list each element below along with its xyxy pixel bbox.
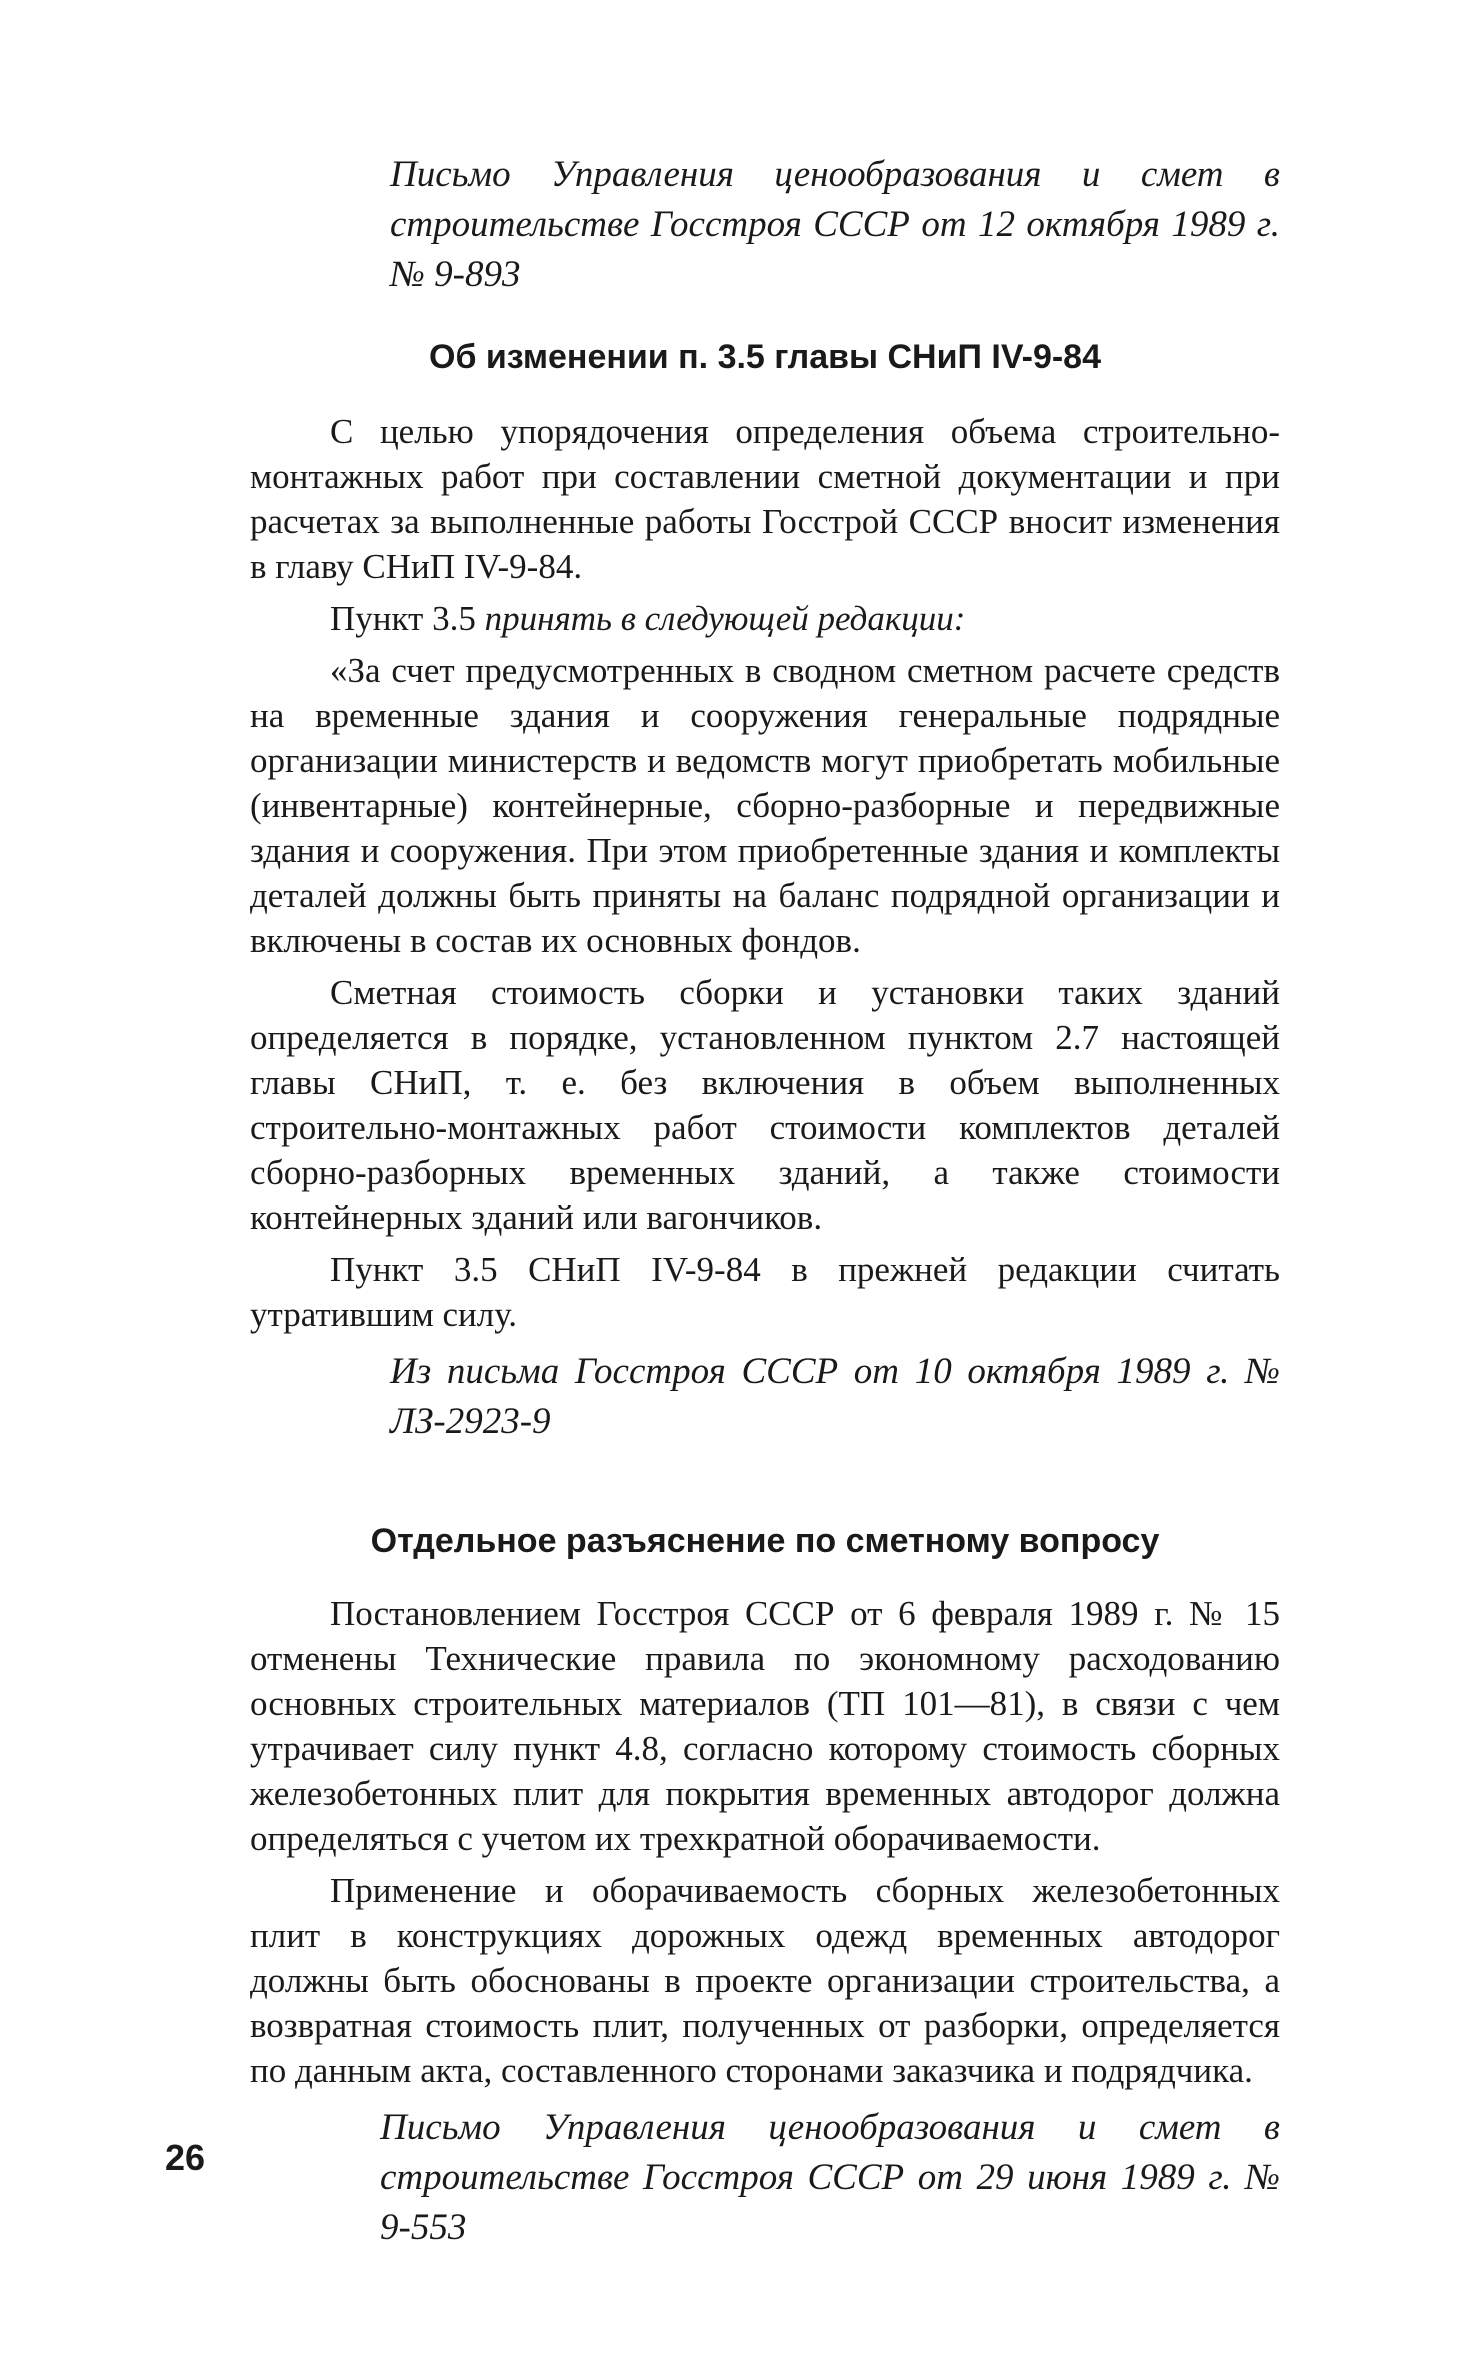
lead-plain-text: Пункт 3.5 [330, 599, 485, 638]
section-heading-snip-change: Об изменении п. 3.5 главы СНиП IV-9-84 [429, 338, 1101, 376]
paragraph: Постановлением Госстроя СССР от 6 февраля 1989 г. № 15 отменены Технические правила по экономному расходованию основных строительных материалов (ТП 101—81), в связи с чем утрачивает силу пункт 4.8, согласно которому стоимость сборных железобетонных плит для покрытия временных автодорог должна определяться с учетом их трехкратной оборачиваемости. [250, 1594, 1280, 1858]
paragraph: «За счет предусмотренных в сводном сметном расчете средств на временные здания и сооружения генеральные подрядные организации министерств и ведомств могут приобретать мобильные (инвентарные) контейнерные, сборно-разборные и передвижные здания и сооружения. При этом приобретенные здания и комплекты деталей должны быть приняты на баланс подрядной организации и включены в состав их основных фондов. [250, 651, 1280, 960]
paragraph-lead [250, 596, 1280, 641]
source-citation-top: Письмо Управления ценообразования и смет в строительстве Госстроя СССР от 12 октября 1989 г. № 9-893 [390, 154, 1280, 295]
paragraph: С целью упорядочения определения объема строительно-монтажных работ при составлении сметной документации и при расчетах за выполненные работы Госстрой СССР вносит изменения в главу СНиП IV-9-84. [250, 412, 1280, 586]
section-heading-clarification: Отдельное разъяснение по сметному вопросу [370, 1522, 1160, 1560]
paragraph: Применение и оборачиваемость сборных железобетонных плит в конструкциях дорожных одежд временных автодорог должны быть обоснованы в проекте организации строительства, а возвратная стоимость плит, полученных от разборки, определяется по данным акта, составленного сторонами заказчика и подрядчика. [250, 1871, 1280, 2090]
paragraph: Сметная стоимость сборки и установки таких зданий определяется в порядке, установленном пунктом 2.7 настоящей главы СНиП, т. е. без включения в объем выполненных строительно-монтажных работ стоимости комплектов деталей сборно-разборных временных зданий, а также стоимости контейнерных зданий или вагончиков. [250, 973, 1280, 1237]
page-number: 26 [165, 2137, 206, 2178]
source-citation-bottom: Письмо Управления ценообразования и смет в строительстве Госстроя СССР от 29 июня 1989 г. № 9-553 [380, 2107, 1280, 2248]
paragraph: Пункт 3.5 СНиП IV-9-84 в прежней редакции считать утратившим силу. [250, 1250, 1280, 1334]
source-citation-middle: Из письма Госстроя СССР от 10 октября 1989 г. № ЛЗ-2923-9 [390, 1351, 1280, 1442]
document-page [250, 150, 1280, 2253]
lead-italic-text: принять в следующей редакции: [484, 599, 966, 638]
